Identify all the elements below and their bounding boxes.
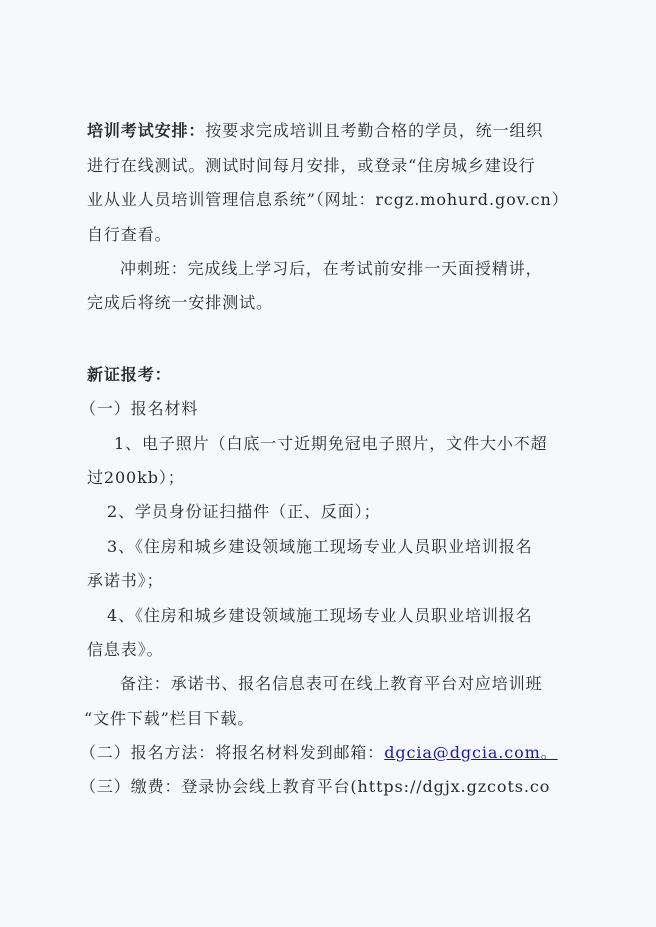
exam-arrangement-line-3: 业从业人员培训管理信息系统”（网址：rcgz.mohurd.gov.cn） [87,190,569,209]
item-3-line-2: 承诺书》； [87,571,164,590]
new-certificate-heading: 新证报考： [87,365,172,384]
exam-arrangement-heading: 培训考试安排： [87,121,206,140]
email-link[interactable]: dgcia@dgcia.com。 [384,743,558,762]
exam-arrangement-line-4: 自行查看。 [87,225,172,244]
note-line-2: “文件下载”栏目下载。 [84,709,255,728]
exam-arrangement-line-1: 培训考试安排：按要求完成培训且考勤合格的学员，统一组织 [87,121,544,140]
sprint-class-line-2: 完成后将统一安排测试。 [87,293,273,312]
payment-line: （三）缴费：登录协会线上教育平台(https://dgjx.gzcots.co [80,777,551,796]
item-3-line-1: 3、《住房和城乡建设领域施工现场专业人员职业培训报名 [107,537,533,556]
exam-arrangement-line-2: 进行在线测试。测试时间每月安排，或登录“住房城乡建设行 [87,156,536,175]
item-1-line-1: 1、电子照片（白底一寸近期免冠电子照片，文件大小不超 [114,434,548,453]
item-1-line-2: 过200kb）； [87,468,185,487]
item-4-line-1: 4、《住房和城乡建设领域施工现场专业人员职业培训报名 [107,606,533,625]
item-4-line-2: 信息表》。 [87,640,164,659]
sprint-class-line-1: 冲刺班：完成线上学习后，在考试前安排一天面授精讲， [120,259,543,278]
note-line-1: 备注：承诺书、报名信息表可在线上教育平台对应培训班 [120,674,543,693]
materials-subheading: （一）报名材料 [80,399,199,418]
registration-method-line: （二）报名方法：将报名材料发到邮箱：dgcia@dgcia.com。 [80,743,558,762]
item-2: 2、学员身份证扫描件（正、反面）； [107,502,381,521]
